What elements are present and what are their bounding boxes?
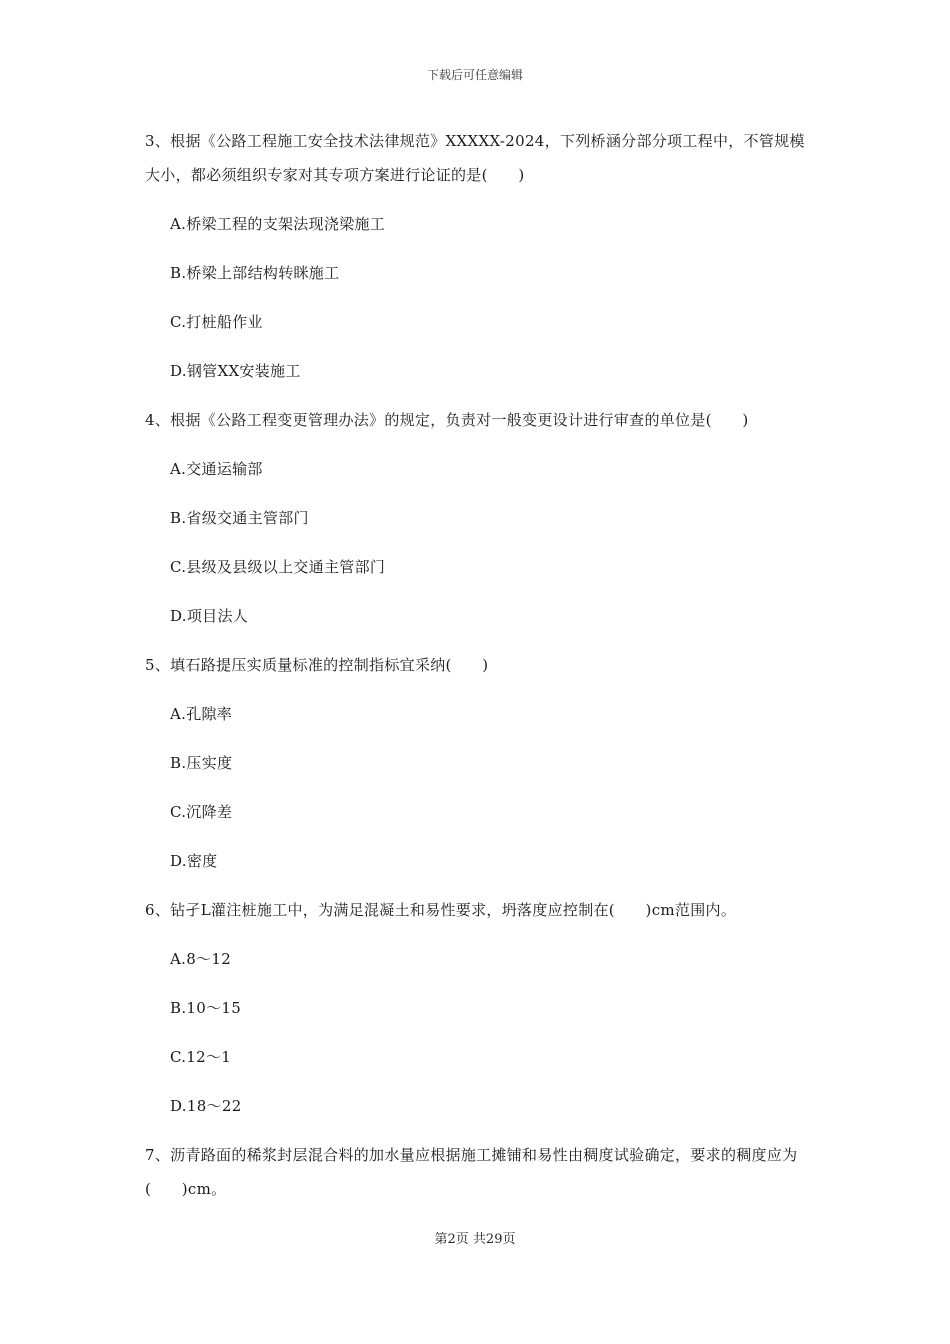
question-4-option-a: A.交通运输部 <box>170 460 263 478</box>
page-header: 下载后可任意编辑 <box>426 68 523 82</box>
question-5-option-d: D.密度 <box>170 852 218 870</box>
page-number: 第2页 共29页 <box>434 1232 516 1247</box>
question-3-option-a: A.桥梁工程的支架法现浇梁施工 <box>170 215 386 233</box>
question-4: 4、根据《公路工程变更管理办法》的规定，负责对一般变更设计进行审查的单位是( ) <box>145 411 749 429</box>
question-6-option-d: D.18～22 <box>170 1097 242 1115</box>
question-3-option-d: D.钢管XX安装施工 <box>170 362 301 380</box>
question-6: 6、钻孑L灌注桩施工中，为满足混凝土和易性要求，坍落度应控制在( )cm范围内。 <box>145 901 737 919</box>
question-7: 7、沥青路面的稀浆封层混合料的加水量应根据施工摊铺和易性由稠度试验确定，要求的稠度应为( )cm。 <box>145 1146 798 1198</box>
question-3-option-b: B.桥梁上部结构转眯施工 <box>170 264 340 282</box>
question-4-option-d: D.项目法人 <box>170 607 249 625</box>
question-5-option-b: B.压实度 <box>170 754 233 772</box>
question-5-option-a: A.孔隙率 <box>170 705 233 723</box>
question-4-option-b: B.省级交通主管部门 <box>170 509 309 527</box>
question-4-option-c: C.县级及县级以上交通主管部门 <box>170 558 386 576</box>
question-6-option-c: C.12～1 <box>170 1048 232 1066</box>
question-3-option-c: C.打桩船作业 <box>170 313 263 331</box>
question-6-option-b: B.10～15 <box>170 999 242 1017</box>
question-5-option-c: C.沉降差 <box>170 803 233 821</box>
question-6-option-a: A.8～12 <box>170 950 232 968</box>
question-3: 3、根据《公路工程施工安全技术法律规范》XXXXX-2024，下列桥涵分部分项工程中，不管规模大小，都必须组织专家对其专项方案进行论证的是( ) <box>145 132 805 184</box>
document-body <box>145 124 810 1221</box>
question-5: 5、填石路提压实质量标准的控制指标宜采纳( ) <box>145 656 489 674</box>
